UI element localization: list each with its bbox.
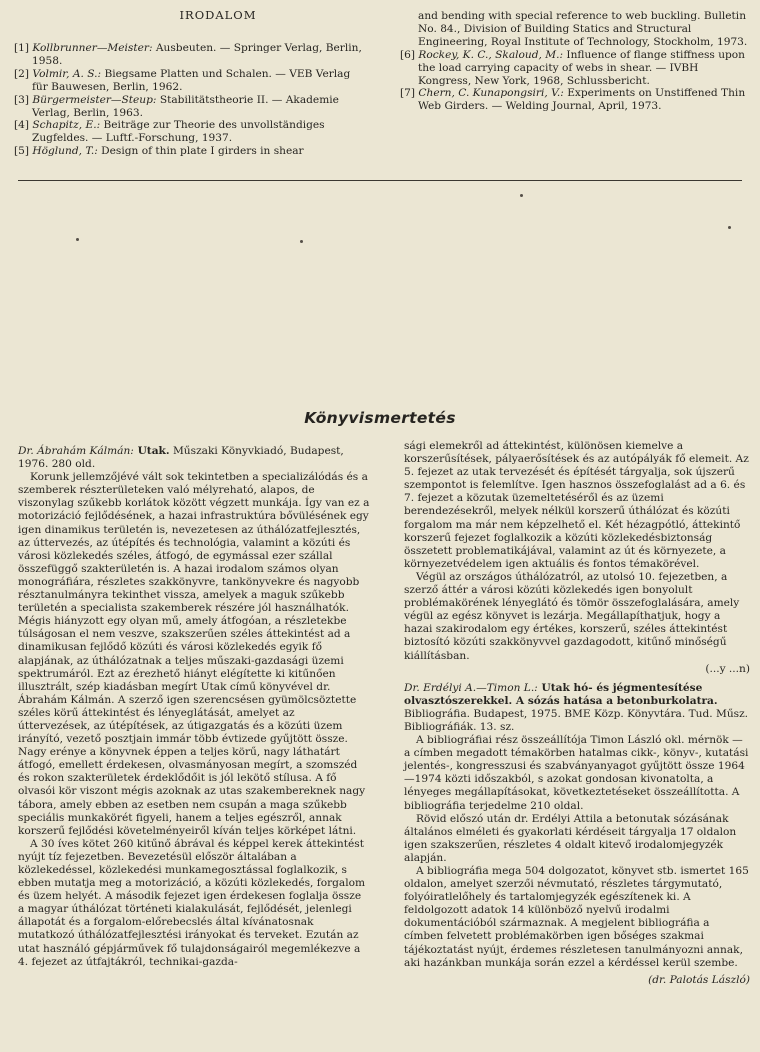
speck (300, 240, 303, 243)
speck (520, 194, 523, 197)
reference-item (400, 87, 752, 113)
review1-paragraph-2: A 30 íves kötet 260 kitűnő ábrával és képpel kerek áttekintést nyújt tíz fejezetben. Bevezetésül először általában a közlekedéssel, közlekedési munkamegosztással foglalkozik, s ebben mutatja meg a motorizáció, a közúti közlekedés, forgalom és üzem helyét. A második fejezet igen érdekesen foglalja össze a magyar úthálózat történeti kialakulását, fejlődését, jelenlegi állapotát és a forgalom-előrebecslés által kívánatosnak mutatkozó úthálózatfejlesztési irányokat és terveket. Ezután az utat használó gépjárművek fő tulajdonságairól megemlékezve a 4. fejezet az útfajtákról, technikai-gazda- (18, 837, 366, 968)
reference-number: [4] (14, 119, 30, 132)
review2-author: Dr. Erdélyi A.—Timon L.: (404, 681, 538, 694)
reference-author: Kollbrunner—Meister: (32, 42, 153, 54)
review2-header (404, 682, 750, 734)
right-column (404, 440, 750, 987)
reference-item (14, 42, 366, 68)
section-heading: Könyvismertetés (304, 409, 456, 427)
reference-author: Chern, C. Kunapongsiri, V.: (418, 87, 564, 100)
references-title: IRODALOM (179, 8, 257, 22)
review1-title: Utak. (133, 445, 170, 457)
reference-author: Höglund, T.: (32, 145, 98, 158)
review2-publication: Bibliográfia. Budapest, 1975. BME Közp. Könyvtára. Tud. Műsz. Bibliográfiák. 13. sz. (404, 707, 749, 733)
reference-number: [3] (14, 93, 30, 106)
review2-signature (404, 974, 750, 987)
reference-number: [6] (400, 48, 416, 61)
review1-paragraph-continued: sági elemekről ad áttekintést, különösen kiemelve a korszerűsítések, pályaerősítések és az autópályák fő elemeit. Az 5. fejezet az utak tervezését és építését tárgyalja, sok újszerű szempontot is felemlítve. Igen hasznos összefoglalást ad a 6. és 7. fejezet a közutak üzemeltetéséről és az üzemi berendezésekről, melyek nélkül korszerű úthálózat és közúti forgalom ma már nem képzelhető el. Két hézagpótló, áttekintő korszerű fejezet foglalkozik a közúti közlekedésbiztonság összetett problematikájával, valamint az út és környezete, a környezetvédelem igen aktuális és fontos témakörével. (404, 440, 749, 570)
references-list-left (14, 42, 366, 158)
reference-text: Design of thin plate I girders in shear (97, 145, 304, 158)
reference-text: Experiments on Unstiffened Thin Web Girders. — Welding Journal, April, 1973. (418, 87, 746, 113)
reference-item (14, 119, 366, 145)
reference-number: [1] (14, 42, 30, 54)
review1-signature: (...y ...n) (705, 662, 750, 675)
left-column (18, 445, 370, 969)
review1-publication: Műszaki Könyvkiadó, Budapest, 1976. 280 old. (18, 445, 344, 471)
reference-text: Influence of flange stiffness upon the load carrying capacity of webs in shear. — IVBH Kongress, New York, 1968, Schlussbericht. (418, 48, 746, 87)
review1-author: Dr. Ábrahám Kálmán: (18, 445, 134, 457)
review1-header (18, 445, 370, 471)
reference-continuation: and bending with special reference to web buckling. Bulletin No. 84., Division of Building Statics and Structural Engineering, Royal Institute of Technology, Stockholm, 1973. (418, 10, 748, 48)
review1-paragraph-1: Korunk jellemzőjévé vált sok tekintetben a specializálódás és a szemberek részterületeken való mélyreható, alapos, de viszonylag szűkebb korlátok között végzett munkája. Így van ez a motorizáció fejlődésének, a hazai infrastruktúra bővülésének egy igen dinamikus területén is, nevezetesen az úthálózatfejlesztés, az úttervezés, az útépítés és technológia, valamint a közúti és városi közlekedés széles, átfogó, de egymással ezer szállal összefüggő szakterületén is. A hazai irodalom számos olyan monográfiára, részletes szakkönyvre, tankönyvekre és nagyobb résztanulmányra tekinthet vissza, amelyek a maguk szűkebb területén a specialista szakemberek részére jól használhatók. Mégis hiányzott egy olyan mű, amely átfogóan, a részletekbe túlságosan el nem veszve, szakszerűen széles áttekintést ad a dinamikusan fejlődő közúti és városi közlekedés egyik fő alapjának, az úthálózatnak a teljes műszaki-gazdasági üzemi spektrumáról. Ezt az érezhető hiányt elégítette ki kitűnően illusztrált, szép kiadásban megírt Utak című könyvével dr. Ábrahám Kálmán. A szerző igen szerencsésen gyümölcsöztette széles körű áttekintést és lényeglátását, amelyet az úttervezések, az útépítések, az útigazgatás és a közúti üzem irányító, vezető posztjain immár több évtizede gyűjtött össze. Nagy erénye a könyvnek éppen a teljes körű, nagy láthatárt átfogó, emellett érdekesen, olvasmányosan megírt, a szomszéd és rokon szakterületek érdeklődőit is jól lekötő stílusa. A fő olvasói kör viszont mégis azoknak az utas szakembereknek nagy tábora, amely ebben az esetben nem csupán a maga szűkebb speciális munkakörét figyeli, hanem a teljes egészről, annak korszerű fejlődési követelményeiről kíván teljes körképet látni. (18, 471, 370, 837)
reference-item (14, 145, 366, 158)
reference-number: [7] (400, 87, 416, 100)
reference-author: Volmir, A. S.: (32, 67, 102, 80)
reference-text: Stabilitätstheorie II. — Akademie Verlag, Berlin, 1963. (32, 93, 339, 119)
speck (76, 238, 79, 241)
reference-text: Beiträge zur Theorie des unvollständiges Zugfeldes. — Luftf.-Forschung, 1937. (32, 119, 325, 145)
reference-author: Bürgermeister—Steup: (32, 93, 157, 106)
review2-paragraph-3: A bibliográfia mega 504 dolgozatot, könyvet stb. ismertet 165 oldalon, amelyet szerzői névmutató, részletes tárgymutató, folyóiratlelőhely és tartalomjegyzék egészítenek ki. A feldolgozott adatok 14 különböző nyelvű irodalmi dokumentációból származnak. A megjelent bibliográfia a címben felvetett problémakörben igen bőséges szakmai tájékoztatást nyújt, érdemes részletesen tanulmányozni annak, aki hazánkban munkája során ezzel a kérdéssel kerül szembe. (404, 865, 749, 969)
reference-text: Biegsame Platten und Schalen. — VEB Verlag für Bauwesen, Berlin, 1962. (32, 67, 351, 93)
review2-signature-text: (dr. Palotás László) (648, 973, 750, 986)
reference-text: Ausbeuten. — Springer Verlag, Berlin, 1958. (32, 42, 362, 67)
review2-paragraph-1: A bibliográfiai rész összeállítója Timon László okl. mérnök — a címben megadott témakörben hatalmas cikk-, könyv-, kutatási jelentés-, kongresszusi és szabványanyagot gyűjtött össze 1964—1974 közti időszakból, s azokat gondosan kivonatolta, a lényeges megállapításokat, következtetéseket összeállította. A bibliográfia terjedelme 210 oldal. (404, 734, 749, 812)
review2-title: Utak hó- és jégmentesítése olvasztószerekkel. A sózás hatása a betonburkolatra. (404, 681, 718, 707)
reference-item (400, 49, 752, 88)
reference-author: Schapitz, E.: (32, 119, 101, 132)
reference-item (14, 68, 366, 94)
section-divider (18, 180, 742, 181)
speck (728, 226, 731, 229)
reference-author: Rockey, K. C., Skaloud, M.: (418, 48, 564, 61)
review1-paragraph-3: Végül az országos úthálózatról, az utolsó 10. fejezetben, a szerző áttér a városi közúti közlekedés igen bonyolult problémakörének lényeglátó és tömör összefoglalására, amely végül az egész könyvet is lezárja. Megállapíthatjuk, hogy a hazai szakirodalom egy értékes, korszerű, széles áttekintést biztosító közúti szakkönyvvel gazdagodott, kitűnő minőségű kiállításban. (404, 570, 740, 662)
reference-number: [5] (14, 145, 30, 158)
review2-paragraph-2: Rövid előszó után dr. Erdélyi Attila a betonutak sózásának általános elméleti és gyakorlati kérdéseit tárgyalja 17 oldalon igen szakszerűen, részletes 4 oldalt kitevő irodalomjegyzék alapján. (404, 812, 737, 864)
reference-number: [2] (14, 67, 30, 80)
reference-item (14, 94, 366, 120)
references-list-right (400, 10, 752, 113)
